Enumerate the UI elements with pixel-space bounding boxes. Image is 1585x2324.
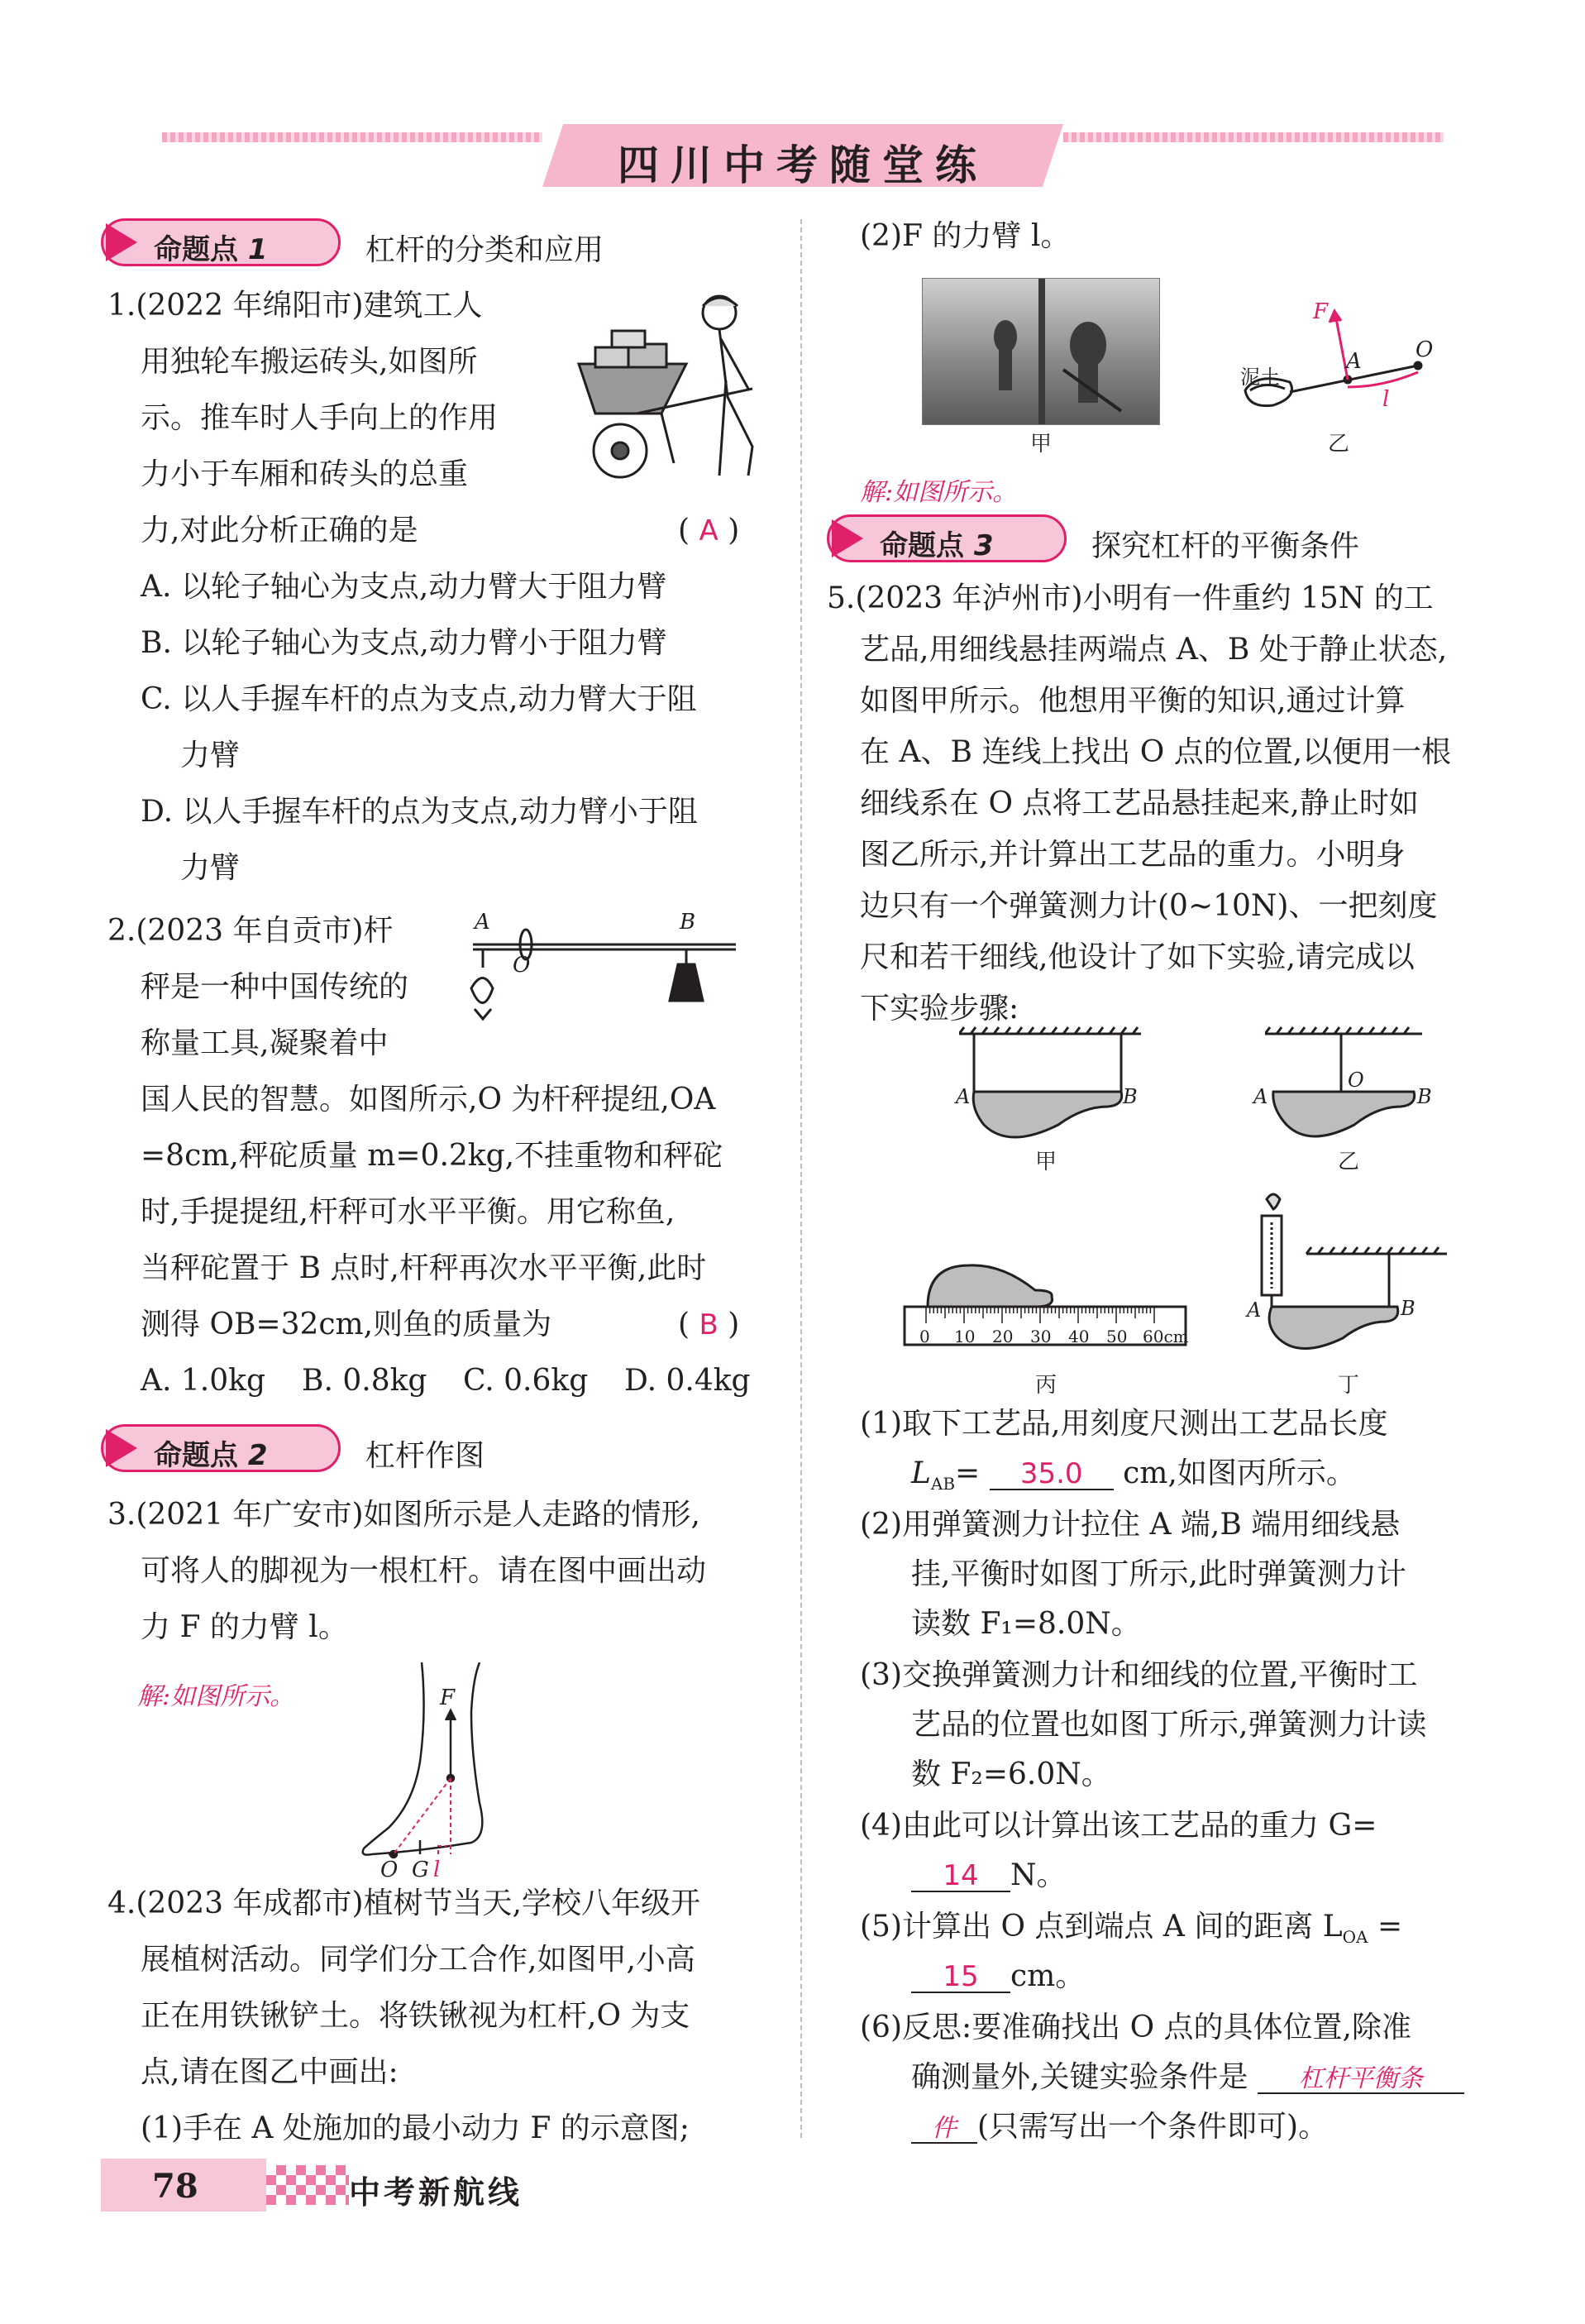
- answer-q1: A: [699, 514, 719, 548]
- page-footer: [101, 2159, 613, 2212]
- section-header-1: 命题点 1 杠杆的分类和应用: [101, 218, 779, 266]
- answer-5-6a: 杠杆平衡条: [1298, 2064, 1423, 2093]
- answer-q2: B: [699, 1308, 719, 1341]
- figure-jia: A B: [959, 1026, 1149, 1174]
- answer-5-1: 35.0: [1019, 1457, 1083, 1490]
- ruler-tick-labels: 0 10 20 30 40 50 60cm: [919, 1327, 1189, 1346]
- brand-name: 中考新航线: [349, 2174, 523, 2211]
- photo-jia: [922, 278, 1160, 425]
- shovel-figure: 泥土 F A O l: [1240, 299, 1434, 412]
- solution-note: 解:如图所示。: [137, 1682, 295, 1711]
- answer-5-6b: 件: [932, 2114, 957, 2143]
- section-header-3: 命题点 3 探究杠杆的平衡条件: [827, 514, 1505, 562]
- play-icon: [106, 223, 137, 261]
- question-4-part2: (2)F 的力臂 l。: [860, 219, 1071, 253]
- header-line-right: [1063, 132, 1444, 142]
- column-divider: [800, 219, 802, 2138]
- steelyard-figure: A B O: [463, 910, 744, 1050]
- section-header-2: 命题点 2 杠杆作图: [101, 1424, 779, 1472]
- foot-figure: F O G l: [347, 1662, 504, 1877]
- wheelbarrow-figure: [562, 281, 777, 488]
- page-number: 78: [152, 2167, 198, 2206]
- page-title: 四川中考随堂练: [618, 141, 988, 189]
- answer-5-4: 14: [943, 1859, 979, 1892]
- play-icon: [832, 519, 863, 557]
- checker-decoration: [266, 2165, 349, 2205]
- figure-ding: A B: [1240, 1183, 1455, 1365]
- play-icon: [106, 1429, 137, 1467]
- figure-bing: [903, 1257, 1188, 1365]
- page-header: [162, 124, 1444, 190]
- header-line-left: [162, 132, 542, 142]
- figure-yi: A O B: [1265, 1026, 1430, 1174]
- answer-5-5: 15: [943, 1960, 979, 1993]
- solution-note-q4: 解:如图所示。: [860, 478, 1018, 507]
